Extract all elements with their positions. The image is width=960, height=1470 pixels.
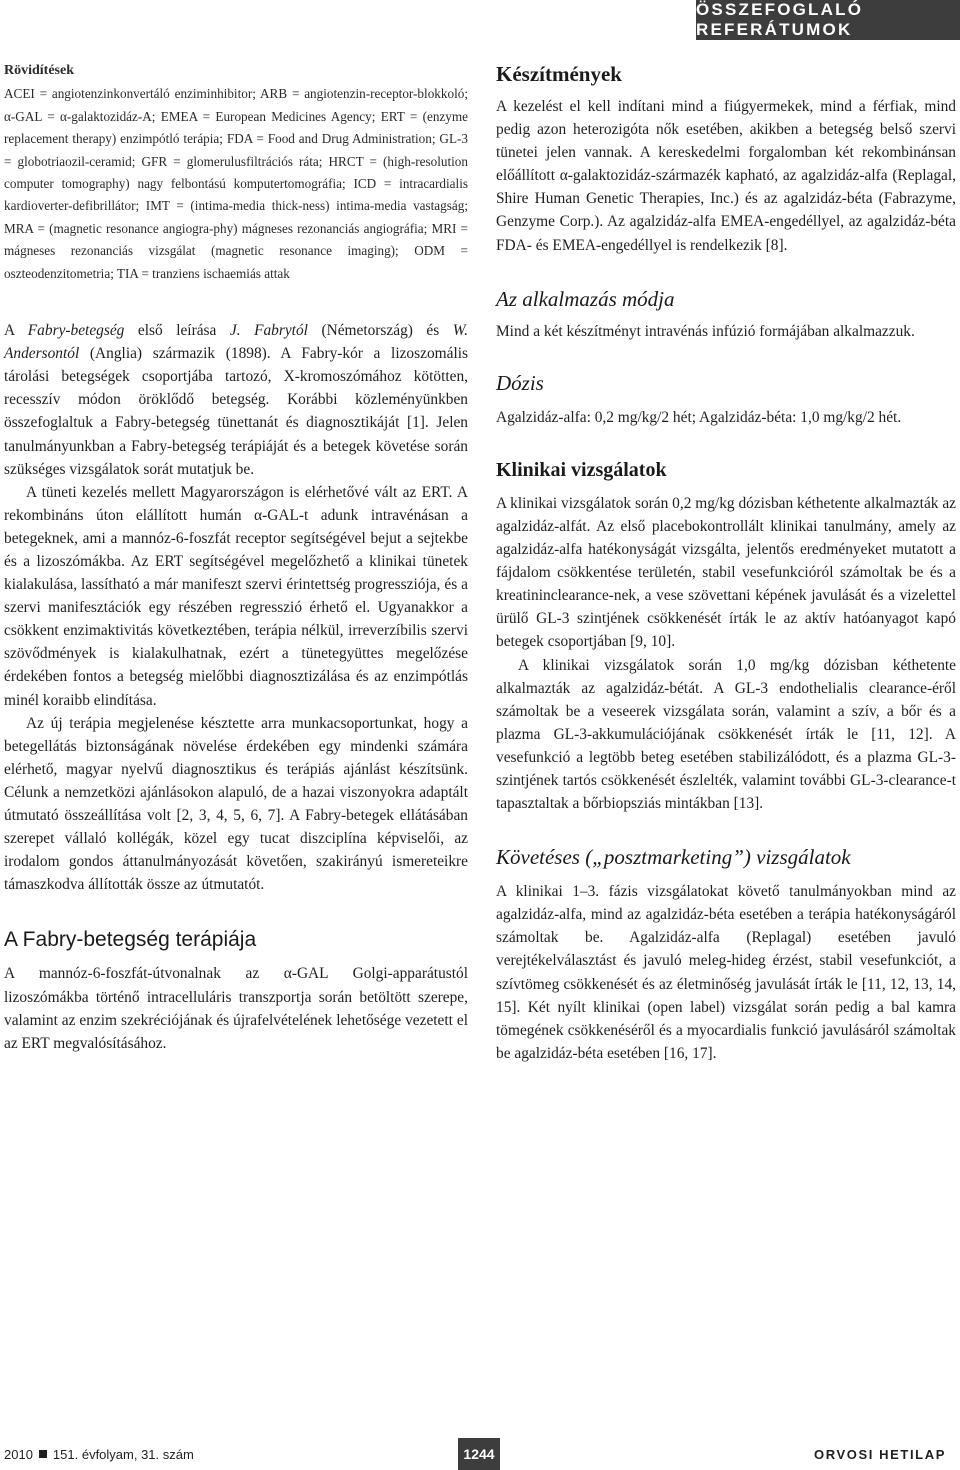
clinical-paragraph-2: A klinikai vizsgálatok során 1,0 mg/kg dózisban kéthetente alkalmazták az agalzidáz-bétát. A GL-3 endothelialis clearance-éről számoltak be a veseerek vizsgálata során, valamint a szív, a bőr és a plazma GL-3-akkumulációjának csökkenését írták le [11, 12]. A vesefunkció a legtöbb beteg esetében stabilizálódott, és a plazma GL-3-szintjének tartós csökkenését észlelték, valamint további GL-3-clearance-t tapasztaltak a bőrbiopsziás mintákban [13]. (496, 656, 956, 813)
postmarketing-heading: Követéses („posztmarketing”) vizsgálatok (496, 845, 851, 870)
administration-heading: Az alkalmazás módja (496, 286, 675, 311)
preparations-heading: Készítmények (496, 62, 622, 86)
intro-term: Fabry-betegség (27, 322, 125, 340)
intro-text: (Németország) és (307, 322, 453, 340)
intro-author-anderson: W. Andersontól (4, 322, 469, 363)
clinical-paragraph-1: A klinikai vizsgálatok során 0,2 mg/kg dózisban kéthetente alkalmazták az agalzidáz-alfát. Az első placebokontrollált klinikai tanulmány, amely az agalzidáz-alfa hatékonyságát vizsgálta, jelentős eredményeket mutatott a fájdalom csökkentése területén, stabil vesefunkcióról számoltak be és a kreatininclearance-nek, a vese szövettani képének javulását és a vizelettel ürülő GL-3 szintjének csökkenését írták le az aktív hatóanyagot kapó betegek csoportjában [9, 10]. (496, 494, 956, 651)
clinical-heading: Klinikai vizsgálatok (496, 458, 667, 481)
dose-paragraph: Agalzidáz-alfa: 0,2 mg/kg/2 hét; Agalzidáz-béta: 1,0 mg/kg/2 hét. (496, 408, 902, 426)
abbreviations-title: Rövidítések (4, 63, 74, 78)
intro-text: első leírása (124, 322, 230, 340)
footer-year: 2010 (4, 1447, 33, 1462)
administration-paragraph: Mind a két készítményt intravénás infúzió formájában alkalmazzuk. (496, 322, 915, 340)
footer-issue: 151. évfolyam, 31. szám (52, 1447, 194, 1462)
left-column (4, 60, 468, 1055)
page-footer (0, 1438, 960, 1470)
therapy-heading: A Fabry-betegség terápiája (4, 928, 257, 952)
intro-paragraph-2: A tüneti kezelés mellett Magyarországon is elérhetővé vált az ERT. A rekombináns úton elállított humán α-GAL-t adunk intravénásan a betegeknek, ami a mannóz-6-foszfát receptor segítségével bejut a sejtekbe és a lizoszómákba. Az ERT segítségével megelőzhető a klinikai tünetek kialakulása, lassítható a már manifeszt szervi érintettség progressziója, és a szervi manifesztációk egy részében regresszió érhető el. Ugyanakkor a csökkent enzimaktivitás következtében, terápia nélkül, irreverzíbilis szervi szövődmények is kialakulhatnak, ezért a tünetegyüttes megelőzése érdekében fontos a betegség mielőbbi diagnosztizálása és az enzimpótlás minél koraibb elindítása. (4, 483, 468, 709)
square-bullet-icon (39, 1450, 47, 1458)
dose-heading: Dózis (496, 370, 544, 395)
preparations-paragraph: A kezelést el kell indítani mind a fiúgyermekek, mind a férfiak, mind pedig azon heterozigóta nők esetében, akikben a betegség belső szervi tünetei jelen vannak. A kereskedelmi forgalomban két rekombinánsan előállított α-galaktozidáz-származék kapható, az agalzidáz-alfa (Replagal, Shire Human Genetic Therapies, Inc.) és az agalzidáz-béta (Fabrazyme, Genzyme Corp.). Az agalzidáz-alfa EMEA-engedéllyel, az agalzidáz-béta FDA- és EMEA-engedéllyel is rendelkezik [8]. (496, 98, 956, 254)
intro-author-fabry: J. Fabrytól (229, 322, 308, 340)
journal-name: ORVOSI HETILAP (814, 1447, 946, 1462)
intro-text: (Anglia) származik (1898). A Fabry-kór a lizoszomális tárolási betegségek csoportjába tartozó, X-kromoszómához kötötten, recesszív módon öröklődő betegség. Korábbi közleményünkben összefoglaltuk a Fabry-betegség tünettanát és diagnosztikáját [1]. Jelen tanulmányunkban a Fabry-betegség terápiáját és a betegek követése során szükséges vizsgálatok sorát mutatjuk be. (4, 345, 468, 478)
abbreviations-box (4, 60, 468, 285)
footer-issue-info (4, 1447, 194, 1462)
section-label: ÖSSZEFOGLALÓ REFERÁTUMOK (696, 0, 960, 40)
therapy-paragraph: A mannóz-6-foszfát-útvonalnak az α-GAL Golgi-apparátustól lizoszómákba történő intracelluláris transzportja során betöltött szerepe, valamint az enzim szekréciójának és újrafelvételének lehetősége vezetett el az ERT megvalósításához. (4, 965, 468, 1052)
page-number: 1244 (458, 1438, 500, 1470)
abbreviations-text: ACEI = angiotenzinkonvertáló enziminhibitor; ARB = angiotenzin-receptor-blokkoló; α-GAL = α-galaktozidáz-A; EMEA = European Medicines Agency; ERT = (enzyme replacement therapy) enzimpótló terápia; FDA = Food and Drug Administration; GL-3 = globotriaozil-ceramid; GFR = glomerulusfiltrációs ráta; HRCT = (high-resolution computer tomography) nagy felbontású komputertomográfia; ICD = intracardialis kardioverter-defibrillátor; IMT = (intima-media thick-ness) intima-media vastagság; MRA = (magnetic resonance angiogra-phy) mágneses rezonanciás angiográfia; MRI = mágneses rezonanciás vizsgálat (magnetic resonance imaging); ODM = oszteodenzitometria; TIA = tranziens ischaemiás attak (4, 86, 468, 281)
intro-paragraph-3: Az új terápia megjelenése késztette arra munkacsoportunkat, hogy a betegellátás biztonságának növelése érdekében egy mindenki számára elérhető, magyar nyelvű diagnosztikus és terápiás ajánlást készítsünk. Célunk a nemzetközi ajánlásokon alapuló, de a hazai viszonyokra adaptált útmutató összeállítása volt [2, 3, 4, 5, 6, 7]. A Fabry-betegek ellátásában szerepet vállaló kollégák, közel egy tucat diszciplína képviselői, az irodalom gondos áttanulmányozását követően, szakirányú ismereteikre támaszkodva állították össze az útmutatót. (4, 714, 468, 894)
page-header (0, 0, 960, 40)
intro-text: A (4, 322, 28, 340)
postmarketing-paragraph: A klinikai 1–3. fázis vizsgálatokat követő tanulmányokban mind az agalzidáz-alfa, mind az agalzidáz-béta esetében a terápia hatékonyságáról számoltak be. Agalzidáz-alfa (Replagal) esetében javuló verejtékelválasztást és javuló meleg-hideg érzést, stabil vesefunkciót, a szívtömeg csökkenését és az életminőség javulását írták le [11, 12, 13, 14, 15]. Két nyílt klinikai (open label) vizsgálat során pedig a bal kamra tömegének csökkenéséről és a myocardialis funkció javulásáról számoltak be agalzidáz-béta esetében [16, 17]. (496, 883, 956, 1062)
right-column (496, 62, 956, 1065)
intro-paragraph-1 (4, 319, 468, 481)
